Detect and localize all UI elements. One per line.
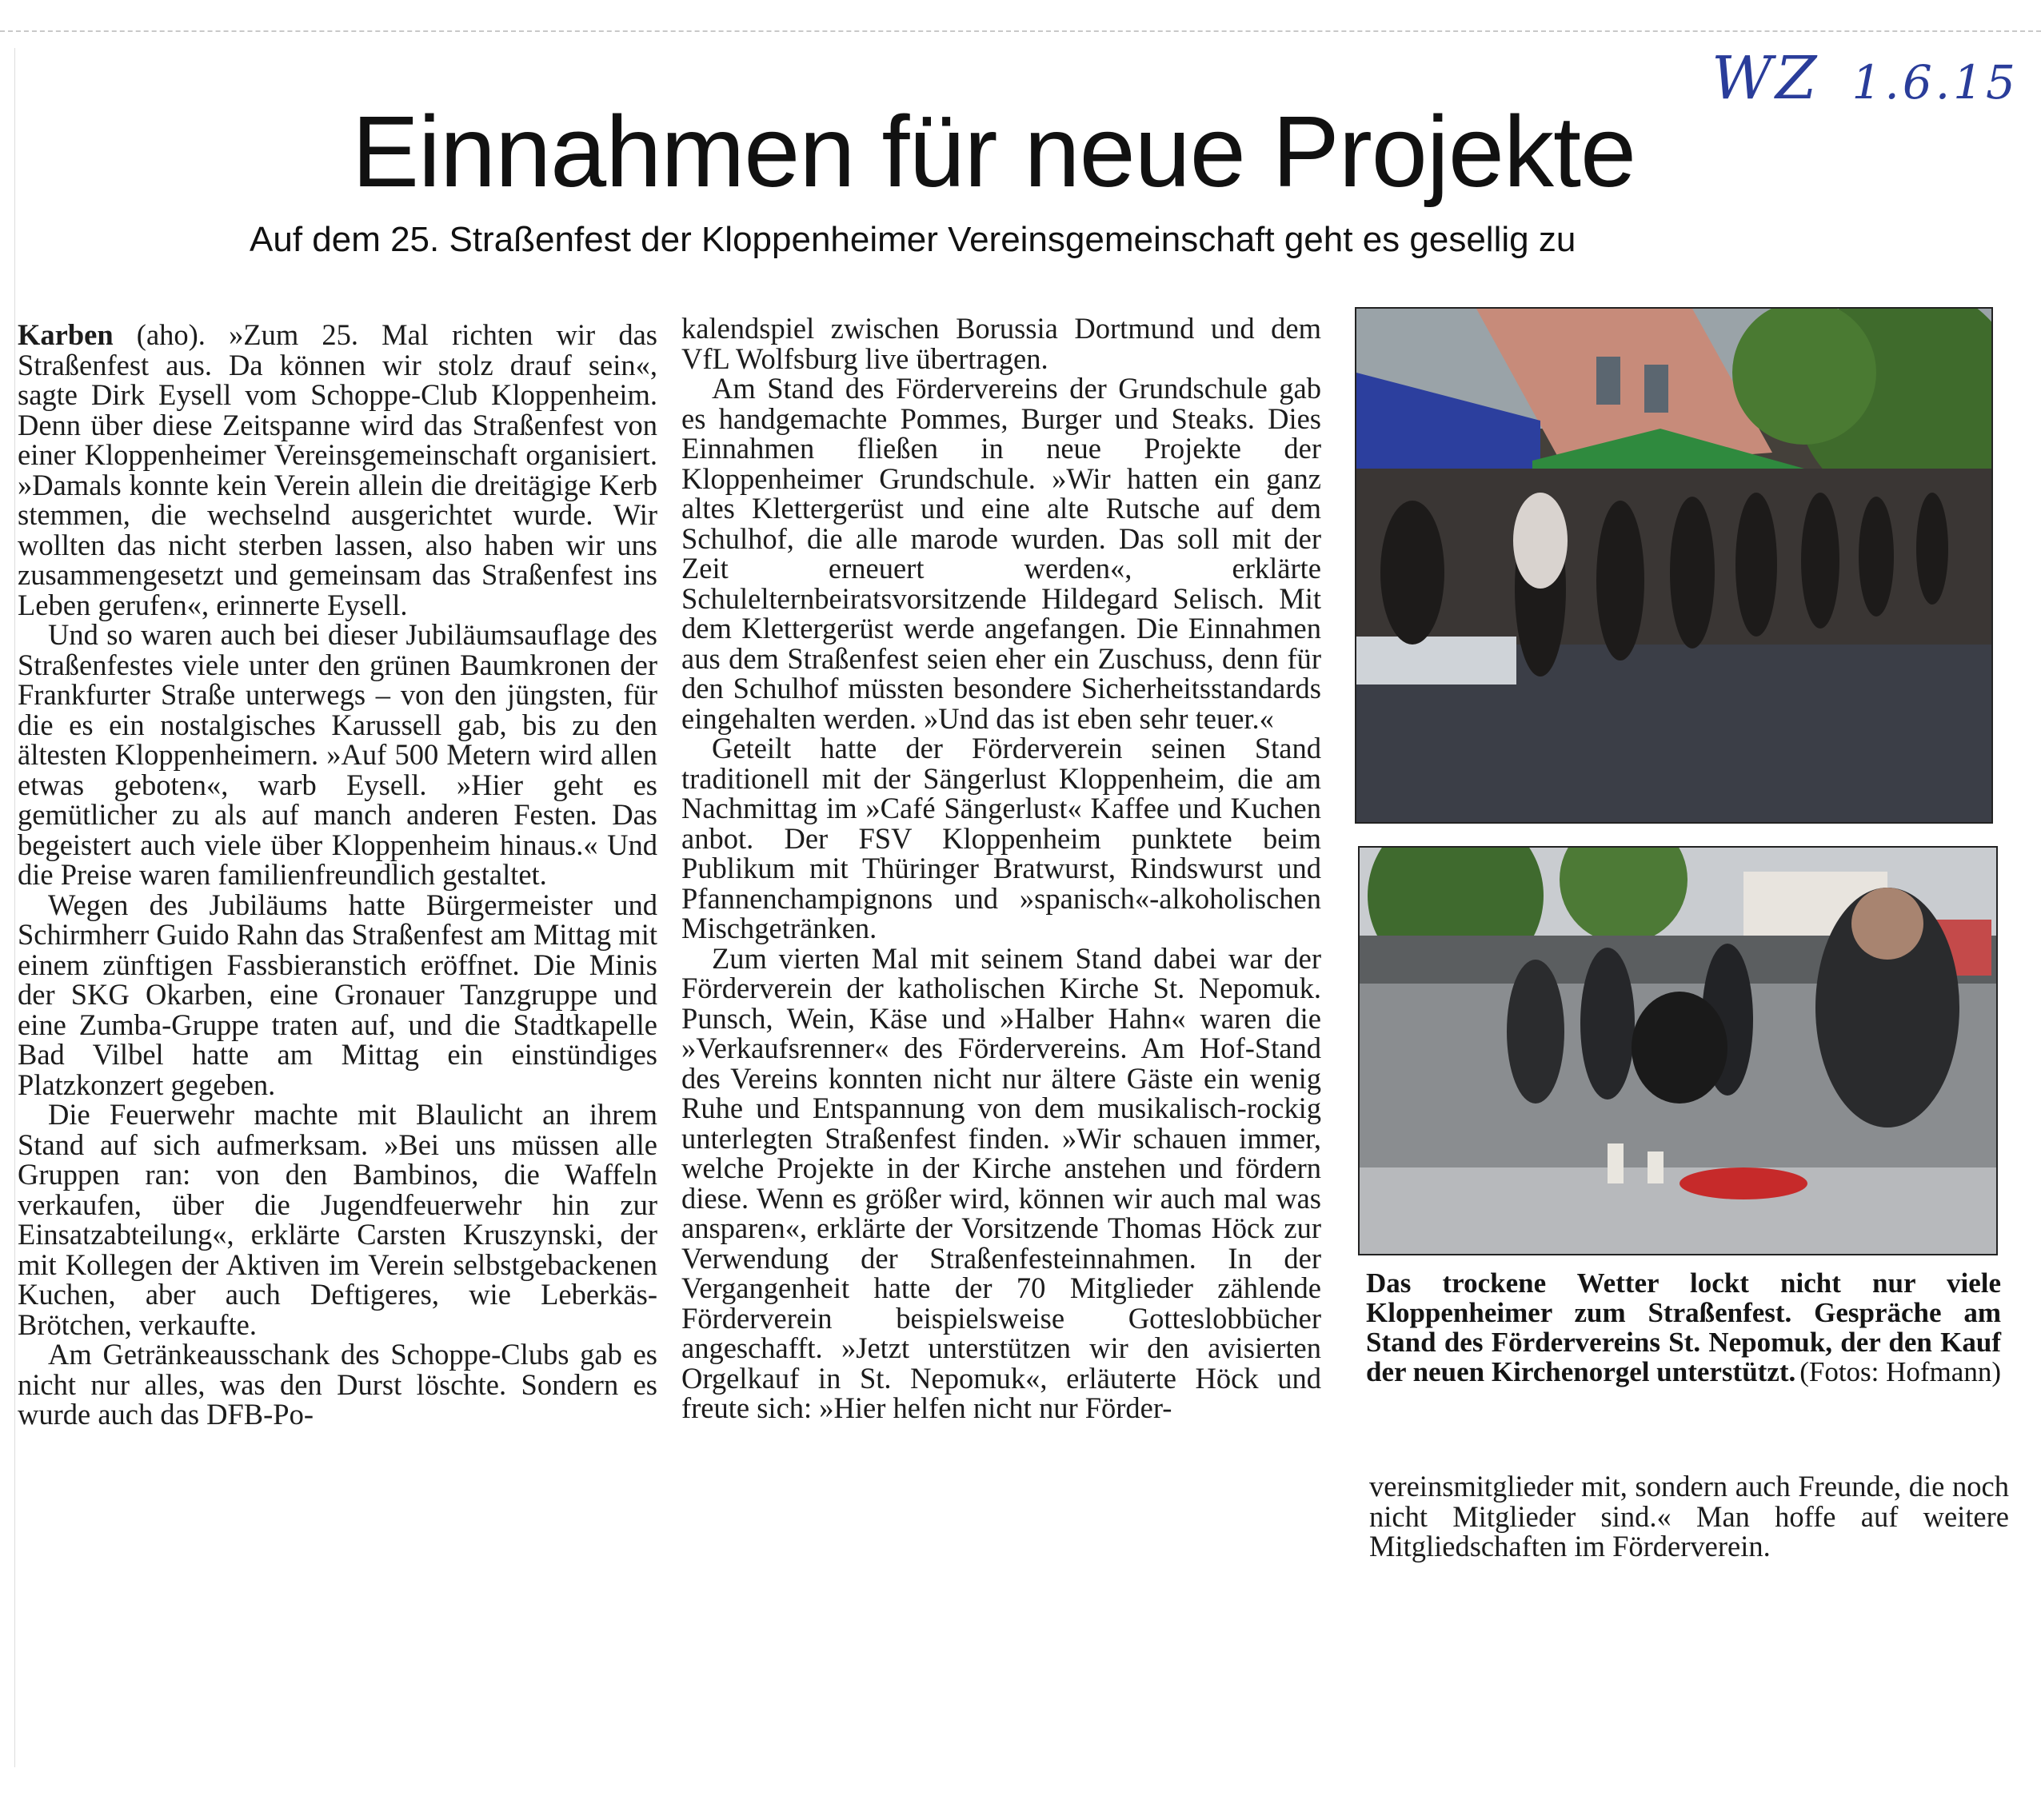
handwritten-source-note: [1711, 44, 2019, 113]
paragraph: Die Feuerwehr machte mit Blaulicht an ihrem Stand auf sich aufmerksam. »Bei uns müssen alle Gruppen ran: von den Bambinos, die Waffeln verkaufen, über die Jugendfeuerwehr hin zur Einsatzabteilung«, erklärte Carsten Kruszynski, der mit Kollegen der Aktiven im Verein selbstgebackenen Kuchen, aber auch Deftigeres, wie Leberkäs-Brötchen, verkaufte.: [18, 1098, 657, 1341]
paragraph: Und so waren auch bei dieser Jubiläumsauflage des Straßenfestes viele unter den grünen Baumkronen der Frankfurter Straße unterwegs – von den jüngsten, für die es ein nostalgisches Karussell gab, bis zu den ältesten Kloppenheimern. »Auf 500 Metern wird allen etwas geboten«, warb Eysell. »Hier geht es gemütlicher zu als auf manch anderen Festen. Das begeistert auch viele über Kloppenheim hinaus.« Und die Preise waren familienfreundlich gestaltet.: [18, 618, 657, 891]
article-column-2: [681, 313, 1321, 1423]
paragraph: Am Stand des Fördervereins der Grundschule gab es handgemachte Pommes, Burger und Steaks. Dies Einnahmen fließen in neue Projekte der Kloppenheimer Grundschule. »Wir hatten ein ganz altes Klettergerüst und eine alte Rutsche auf dem Schulhof, die alle marode wurden. Das soll mit der Zeit erneuert werden«, erklärte Schulelternbeiratsvorsitzende Hildegard Selisch. Mit dem Klettergerüst werde angefangen. Die Einnahmen aus dem Straßenfest seien eher ein Zuschuss, denn für den Schulhof müssten besondere Sicherheitsstandards eingehalten werden. »Und das ist eben sehr teuer.«: [681, 372, 1321, 735]
photo-caption: [1366, 1268, 2001, 1387]
headline: Einnahmen für neue Projekte: [352, 95, 1636, 208]
paragraph: Karben (aho). »Zum 25. Mal richten wir das Straßenfest aus. Da können wir stolz drauf sein«, sagte Dirk Eysell vom Schoppe-Club Kloppenheim. Denn über diese Zeitspanne wird das Straßenfest von einer Kloppenheimer Vereinsgemeinschaft organisiert. »Damals konnte kein Verein allein die dreitägige Kerb stemmen, die wechselnd ausgerichtet wurde. Wir wollten das nicht sterben lassen, also haben wir uns zusammengesetzt und gemeinsam das Straßenfest ins Leben gerufen«, erinnerte Eysell.: [18, 318, 658, 621]
margin-line: [14, 48, 15, 1767]
street-festival-photo: [1355, 307, 1993, 824]
subheadline: Auf dem 25. Straßenfest der Kloppenheimer Vereinsgemeinschaft geht es gesellig zu: [250, 220, 1576, 259]
paragraph: kalendspiel zwischen Borussia Dortmund und dem VfL Wolfsburg live übertragen.: [681, 312, 1321, 375]
article-column-1: [18, 320, 657, 1430]
paragraph: Am Getränkeausschank des Schoppe-Clubs gab es nicht nur alles, was den Durst löschte. Sondern es wurde auch das DFB-Po-: [18, 1338, 657, 1431]
handnote-source: WZ: [1711, 44, 1820, 113]
paragraph: Zum vierten Mal mit seinem Stand dabei war der Förderverein der katholischen Kirche St. Nepomuk. Punsch, Wein, Käse und »Halber Hahn« waren die »Verkaufsrenner« des Fördervereins. Am Hof-Stand des Vereins konnten nicht nur ältere Gäste ein wenig Ruhe und Entspannung von dem musikalisch-rockig unterlegten Straßenfest finden. »Wir schauen immer, welche Projekte in der Kirche anstehen und fördern diese. Wenn es größer wird, können wir auch mal was ansparen«, erklärte der Vorsitzende Thomas Höck zur Verwendung der Straßenfesteinnahmen. In der Vergangenheit hatte der 70 Mitglieder zählende Förderverein beispielsweise Gotteslobbücher angeschafft. »Jetzt unterstützen wir den avisierten Orgelkauf in St. Nepomuk«, erläuterte Höck und freute sich: »Hier helfen nicht nur Förder-: [681, 941, 1321, 1424]
caption-text: Das trockene Wetter lockt nicht nur viele Kloppenheimer zum Straßenfest. Gespräche am Stand des Fördervereins St. Nepomuk, der den Kauf der neuen Kirchenorgel unterstützt.: [1366, 1267, 2001, 1387]
church-stand-photo: [1358, 846, 1998, 1255]
paragraph: vereinsmitglieder mit, sondern auch Freunde, die noch nicht Mitglieder sind.« Man hoffe auf weitere Mitgliedschaften im Förderverein.: [1369, 1470, 2009, 1563]
photo-credit: (Fotos: Hofmann): [1799, 1356, 2001, 1387]
paragraph: Wegen des Jubiläums hatte Bürgermeister und Schirmherr Guido Rahn das Straßenfest am Mittag mit einem zünftigen Fassbieranstich eröffnet. Die Minis der SKG Okarben, eine Gronauer Tanzgruppe und eine Zumba-Gruppe traten auf, und die Stadtkapelle Bad Vilbel hatte am Mittag ein einstündiges Platzkonzert gegeben.: [18, 888, 657, 1101]
dateline: Karben: [18, 318, 114, 351]
paragraph: Geteilt hatte der Förderverein seinen Stand traditionell mit der Sängerlust Kloppenheim, die am Nachmittag im »Café Sängerlust« Kaffee und Kuchen anbot. Der FSV Kloppenheim punktete beim Publikum mit Thüringer Bratwurst, Rindswurst und Pfannenchampignons und »spanisch«-alkoholischen Mischgetränken.: [681, 732, 1321, 944]
article-column-3: [1369, 1471, 2009, 1562]
clipping-edge: [0, 30, 2041, 34]
handnote-date: 1.6.15: [1851, 55, 2019, 110]
